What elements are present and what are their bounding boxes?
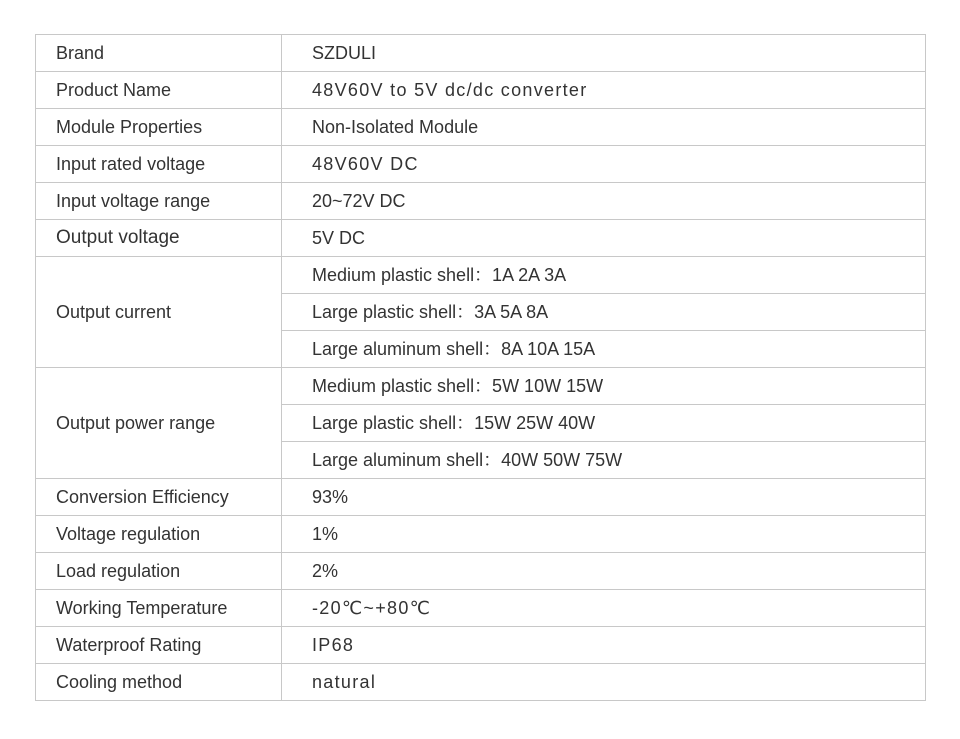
spec-value: IP68 (282, 627, 926, 664)
table-row (36, 516, 926, 553)
spec-label: Module Properties (36, 109, 282, 146)
spec-label: Conversion Efficiency (36, 479, 282, 516)
spec-value: -20℃~+80℃ (282, 590, 926, 627)
spec-value: SZDULI (282, 35, 926, 72)
table-row (36, 627, 926, 664)
spec-value: Non-Isolated Module (282, 109, 926, 146)
table-row (36, 109, 926, 146)
table-row (36, 368, 926, 405)
spec-value: 93% (282, 479, 926, 516)
spec-value: 48V60V DC (282, 146, 926, 183)
spec-label: Output current (36, 257, 282, 368)
spec-label: Input rated voltage (36, 146, 282, 183)
spec-value: Large plastic shell：15W 25W 40W (282, 405, 926, 442)
spec-label: Load regulation (36, 553, 282, 590)
spec-table (35, 34, 926, 701)
spec-label: Input voltage range (36, 183, 282, 220)
table-row (36, 220, 926, 257)
table-row (36, 72, 926, 109)
spec-label: Waterproof Rating (36, 627, 282, 664)
spec-value: 1% (282, 516, 926, 553)
spec-label: Output voltage (36, 220, 282, 257)
spec-value: natural (282, 664, 926, 701)
spec-value: Large aluminum shell：8A 10A 15A (282, 331, 926, 368)
table-row (36, 146, 926, 183)
spec-value: Medium plastic shell：1A 2A 3A (282, 257, 926, 294)
table-row (36, 183, 926, 220)
spec-label: Output power range (36, 368, 282, 479)
spec-value: 20~72V DC (282, 183, 926, 220)
table-row (36, 553, 926, 590)
spec-label: Brand (36, 35, 282, 72)
table-row (36, 257, 926, 294)
table-row (36, 35, 926, 72)
spec-label: Product Name (36, 72, 282, 109)
spec-label: Working Temperature (36, 590, 282, 627)
spec-label: Cooling method (36, 664, 282, 701)
table-row (36, 590, 926, 627)
table-row (36, 664, 926, 701)
spec-value: Medium plastic shell：5W 10W 15W (282, 368, 926, 405)
spec-value: 48V60V to 5V dc/dc converter (282, 72, 926, 109)
spec-label: Voltage regulation (36, 516, 282, 553)
spec-value: Large plastic shell：3A 5A 8A (282, 294, 926, 331)
spec-value: 2% (282, 553, 926, 590)
spec-value: Large aluminum shell：40W 50W 75W (282, 442, 926, 479)
spec-value: 5V DC (282, 220, 926, 257)
table-row (36, 479, 926, 516)
